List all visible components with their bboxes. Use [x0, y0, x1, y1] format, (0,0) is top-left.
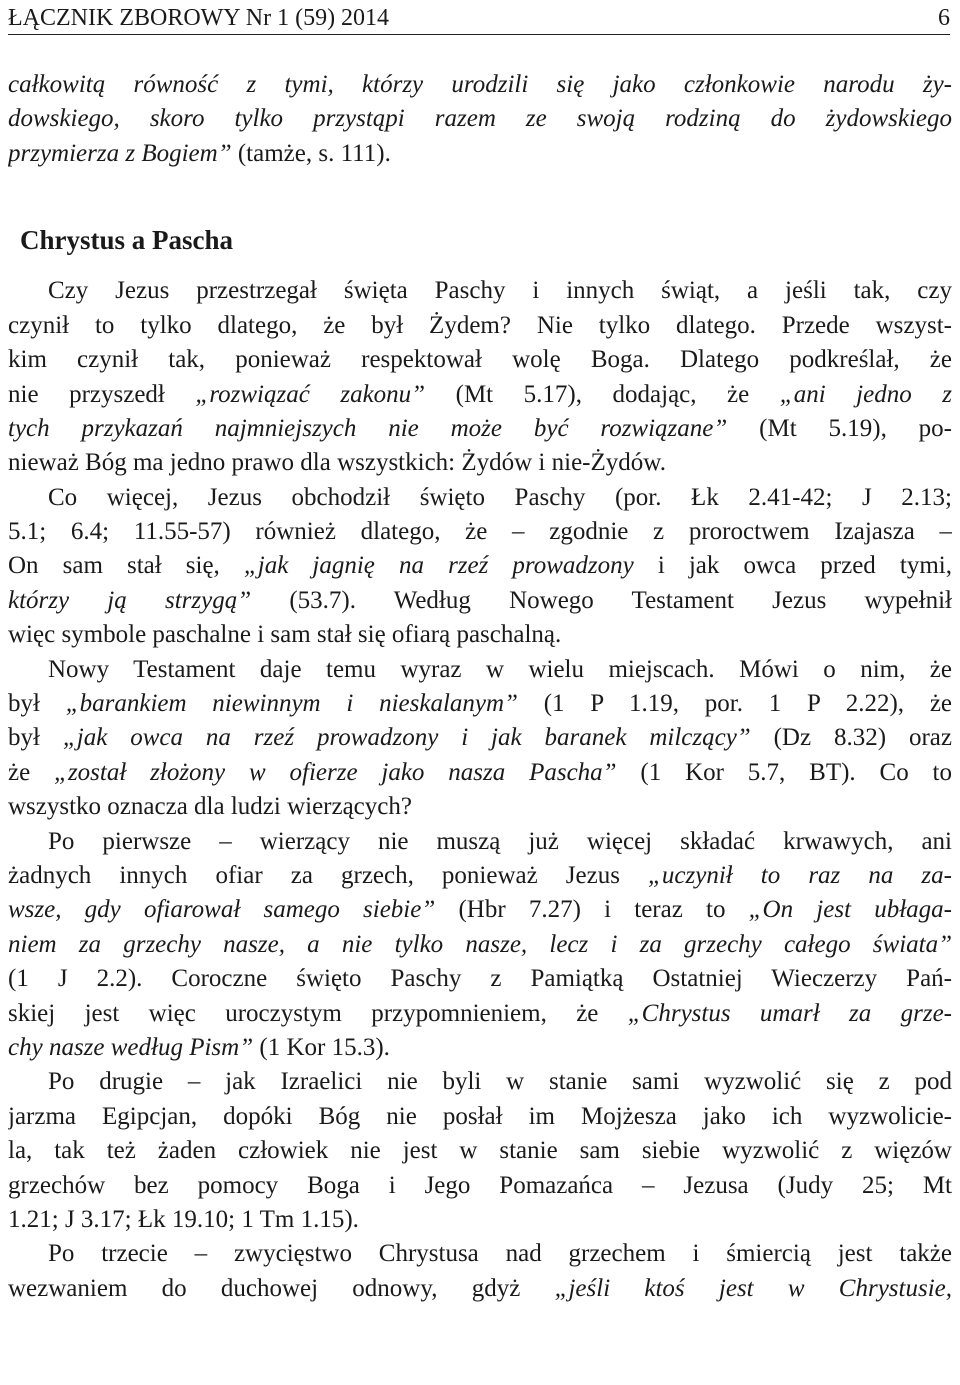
text-run: i jak owca przed tymi,	[633, 552, 952, 580]
italic-quote: „jeśli ktoś jest w Chrystusie,	[554, 1274, 952, 1302]
text-run: wezwaniem do duchowej odnowy, gdyż	[8, 1274, 555, 1302]
text-line	[8, 1237, 952, 1271]
text-run: (1 P 1.19, por. 1 P 2.22), że	[517, 690, 952, 718]
section-heading	[8, 206, 952, 275]
italic-quote: którzy ją strzygą”	[8, 586, 252, 614]
italic-quote: wsze, gdy ofiarował samego siebie”	[8, 896, 436, 924]
text-run: (Dz 8.32) oraz	[750, 724, 952, 752]
text-line	[8, 137, 952, 171]
text-run: On sam stał się,	[8, 552, 244, 580]
text-run: Co więcej, Jezus obchodził święto Paschy (por. Łk 2.41-42; J 2.13;	[48, 483, 952, 511]
text-line	[8, 515, 952, 549]
text-run: Chrystus a Pascha	[20, 224, 234, 255]
italic-quote: „Chrystus umarł za grze-	[627, 999, 952, 1027]
text-line	[8, 962, 952, 996]
text-line	[8, 68, 952, 102]
text-run: (53.7). Według Nowego Testament Jezus wypełnił	[251, 586, 952, 614]
italic-quote: „On jest ubłaga-	[748, 896, 952, 924]
text-run: 1.21; J 3.17; Łk 19.10; 1 Tm 1.15).	[8, 1205, 359, 1233]
text-line	[8, 549, 952, 583]
text-run: Po drugie – jak Izraelici nie byli w stanie sami wyzwolić się z pod	[48, 1068, 952, 1096]
text-run: Nowy Testament daje temu wyraz w wielu miejscach. Mówi o nim, że	[48, 655, 952, 683]
text-line	[8, 1100, 952, 1134]
text-run: nieważ Bóg ma jedno prawo dla wszystkich: Żydów i nie-Żydów.	[8, 449, 666, 477]
text-line	[8, 412, 952, 446]
italic-quote: „rozwiązać zakonu”	[195, 380, 426, 408]
italic-quote: „jak jagnię na rzeź prowadzony	[243, 552, 634, 580]
text-run: żadnych innych ofiar za grzech, ponieważ Jezus	[8, 862, 649, 889]
text-line	[8, 721, 952, 755]
text-run: był	[8, 724, 63, 752]
text-run: (Hbr 7.27) i teraz to	[435, 896, 749, 924]
text-run: Po pierwsze – wierzący nie muszą już więcej składać krwawych, ani	[48, 827, 952, 855]
text-line	[8, 274, 952, 308]
text-run: Po trzecie – zwycięstwo Chrystusa nad grzechem i śmiercią jest także	[48, 1240, 952, 1268]
italic-quote: tych przykazań najmniejszych nie może być rozwiązane”	[8, 414, 728, 442]
text-run: (1 J 2.2). Coroczne święto Paschy z Pamiątką Ostatniej Wieczerzy Pań-	[8, 965, 952, 993]
text-line	[8, 825, 952, 859]
text-line	[8, 790, 952, 824]
text-run: kim czynił tak, ponieważ respektował wolę Boga. Dlatego podkreślał, że	[8, 346, 952, 374]
text-run: 5.1; 6.4; 11.55-57) również dlatego, że – zgodnie z proroctwem Izajasza –	[8, 518, 952, 546]
text-run: był	[8, 690, 66, 718]
text-line	[8, 1134, 952, 1168]
running-header	[8, 2, 950, 35]
paragraph-gap	[8, 171, 952, 205]
text-run: (1 Kor 15.3).	[253, 1033, 390, 1061]
italic-quote: niem za grzechy nasze, a nie tylko nasze, lecz i za grzechy całego świata”	[8, 930, 952, 958]
text-line	[8, 618, 952, 652]
text-line	[8, 1031, 952, 1065]
text-run: (1 Kor 5.7, BT). Co to	[616, 758, 952, 786]
italic-quote: „został złożony w ofierze jako nasza Pascha”	[54, 758, 617, 786]
journal-title: ŁĄCZNIK ZBOROWY Nr 1 (59) 2014	[8, 5, 390, 31]
text-line	[8, 893, 952, 927]
text-run: grzechów bez pomocy Boga i Jego Pomazańca – Jezusa (Judy 25; Mt	[8, 1171, 952, 1199]
text-run: że	[8, 758, 55, 786]
italic-quote: „uczynił to raz na za-	[648, 862, 952, 889]
text-line	[8, 378, 952, 412]
text-line	[8, 343, 952, 377]
page-number: 6	[938, 5, 950, 31]
text-line	[8, 997, 952, 1031]
text-line	[8, 756, 952, 790]
text-run: (Mt 5.17), dodając, że	[425, 380, 780, 408]
italic-quote: całkowitą równość z tymi, którzy urodzili się jako członkowie narodu ży-	[8, 71, 952, 98]
article-body	[8, 68, 952, 1306]
text-run: nie przyszedł	[8, 380, 196, 408]
text-run: więc symbole paschalne i sam stał się ofiarą paschalną.	[8, 621, 562, 649]
text-run: wszystko oznacza dla ludzi wierzących?	[8, 793, 412, 821]
text-run: (tamże, s. 111).	[231, 139, 391, 167]
text-run: la, tak też żaden człowiek nie jest w stanie sam siebie wyzwolić z więzów	[8, 1137, 952, 1165]
text-run: jarzma Egipcjan, dopóki Bóg nie posłał im Mojżesza jako ich wyzwolicie-	[8, 1102, 952, 1130]
text-line	[8, 928, 952, 962]
text-line	[8, 653, 952, 687]
italic-quote: dowskiego, skoro tylko przystąpi razem ze swoją rodziną do żydowskiego	[8, 105, 952, 133]
text-line	[8, 1272, 952, 1306]
text-line	[8, 1203, 952, 1237]
italic-quote: „jak owca na rzeź prowadzony i jak baranek milczący”	[62, 724, 751, 752]
text-line	[8, 481, 952, 515]
text-run: (Mt 5.19), po-	[727, 414, 952, 442]
text-run: skiej jest więc uroczystym przypomnieniem, że	[8, 999, 628, 1027]
italic-quote: „ani jedno z	[779, 380, 952, 408]
text-line	[8, 687, 952, 721]
text-run: Czy Jezus przestrzegał święta Paschy i innych świąt, a jeśli tak, czy	[48, 277, 952, 305]
text-line	[8, 102, 952, 136]
text-line	[8, 859, 952, 893]
text-line	[8, 584, 952, 618]
italic-quote: „barankiem niewinnym i nieskalanym”	[65, 690, 518, 718]
text-line	[8, 309, 952, 343]
text-run: czynił to tylko dlatego, że był Żydem? Nie tylko dlatego. Przede wszyst-	[8, 311, 952, 339]
italic-quote: przymierza z Bogiem”	[8, 139, 232, 167]
italic-quote: chy nasze według Pism”	[8, 1033, 254, 1061]
text-line	[8, 1169, 952, 1203]
text-line	[8, 446, 952, 480]
text-line	[8, 1065, 952, 1099]
